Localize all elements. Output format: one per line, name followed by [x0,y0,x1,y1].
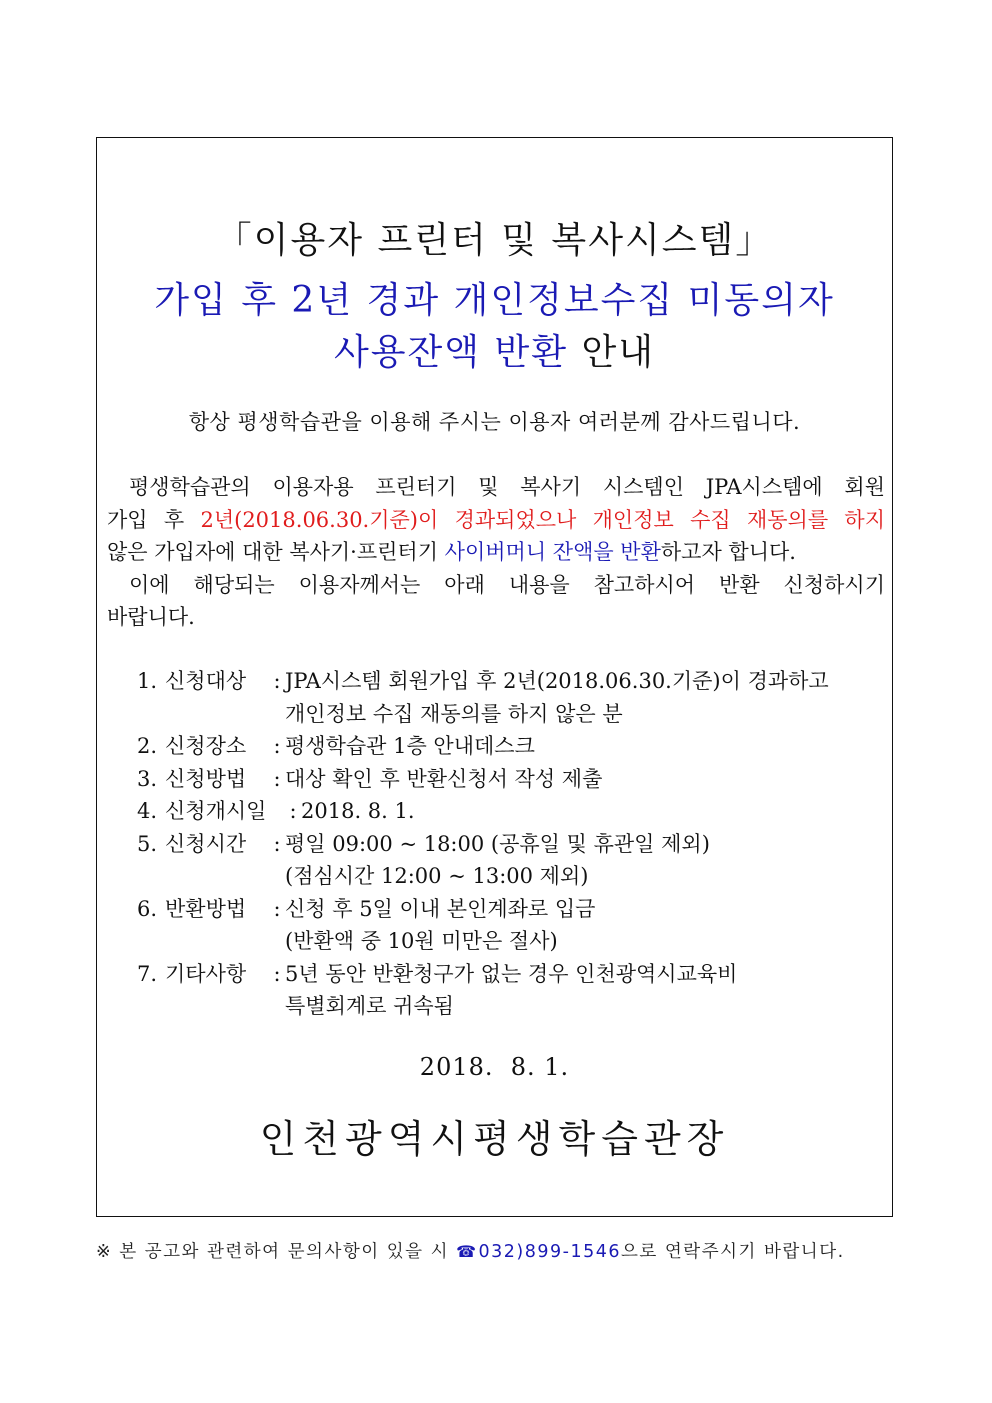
footer-note [96,1238,896,1263]
highlight-blue: 사이버머니 잔액을 반환 [444,540,661,564]
requirement-item [137,958,857,1023]
item-values [285,665,829,730]
item-value: 신청 후 5일 이내 본인계좌로 입금 [285,896,596,921]
requirement-item [137,763,857,796]
item-number: 1. [137,669,158,693]
item-separator: : [273,896,281,921]
title-line-1: 「이용자 프린터 및 복사시스템」 [215,220,774,261]
item-values [285,893,595,958]
item-number: 3. [137,766,158,791]
item-value: (반환액 중 10원 미만은 절사) [285,929,558,953]
text-segment: 않은 가입자에 대한 복사기·프린터기 [107,540,445,564]
item-number: 2. [137,734,158,758]
requirement-item [137,795,857,828]
requirements-list [137,665,857,1023]
item-separator: : [273,961,281,986]
item-separator: : [289,799,297,823]
paragraph-2-line-2: 바랍니다. [107,605,195,629]
phone-number: 032)899-1546 [478,1242,622,1262]
footer-suffix: 으로 연락주시기 바랍니다. [621,1242,845,1262]
item-value: 평일 09:00 ~ 18:00 (공휴일 및 휴관일 제외) [285,831,710,856]
item-number: 6. [137,896,158,921]
requirement-item [137,828,857,893]
telephone-icon: ☎ [456,1242,478,1261]
item-number: 5. [137,831,158,856]
item-label: 신청대상 [165,669,247,693]
item-separator: : [273,831,281,856]
requirement-item [137,893,857,958]
notice-box [96,137,893,1217]
item-label: 신청시간 [165,831,247,856]
item-value: 2018. 8. 1. [301,799,415,823]
item-number: 4. [137,799,158,823]
item-separator: : [273,734,281,758]
title-line-3-suffix: 안내 [568,332,656,373]
paragraph-1 [107,471,885,569]
contact-phone [456,1242,621,1262]
item-label: 신청개시일 [165,799,267,823]
item-value: 5년 동안 반환청구가 없는 경우 인천광역시교육비 [285,961,738,986]
item-values [285,730,535,763]
text-segment: 가입 후 [107,507,201,532]
title-line-2: 가입 후 2년 경과 개인정보수집 미동의자 [154,280,835,321]
item-value: 특별회계로 귀속됨 [285,994,454,1018]
item-value: JPA시스템 회원가입 후 2년(2018.06.30.기준)이 경과하고 [285,669,829,693]
item-number: 7. [137,961,158,986]
text-segment: 하고자 합니다. [660,540,796,564]
item-label: 신청장소 [165,734,247,758]
paragraph-2-line-1: 이에 해당되는 이용자께서는 아래 내용을 참고하시어 반환 신청하시기 [129,572,885,597]
item-label: 기타사항 [165,961,247,986]
notice-date: 2018. 8. 1. [419,1053,570,1081]
requirement-item [137,730,857,763]
requirement-item [137,665,857,730]
issuer-signature: 인천광역시평생학습관장 [259,1117,730,1161]
paragraph-1-line-2 [107,504,885,537]
greeting: 항상 평생학습관을 이용해 주시는 이용자 여러분께 감사드립니다. [188,410,801,434]
paragraph-2 [107,569,885,634]
title-line-3 [97,332,892,373]
item-separator: : [273,669,281,693]
item-value: 평생학습관 1층 안내데스크 [285,734,535,758]
paragraph-1-line-1: 평생학습관의 이용자용 프린터기 및 복사기 시스템인 JPA시스템에 회원 [129,475,885,499]
highlight-red: 2년(2018.06.30.기준)이 경과되었으나 개인정보 수집 재동의를 하지 [200,507,885,532]
item-separator: : [273,766,281,791]
title-line-3-highlight: 사용잔액 반환 [333,332,569,373]
item-values [285,828,710,893]
item-label: 신청방법 [165,766,247,791]
item-values [285,763,602,796]
item-value: 대상 확인 후 반환신청서 작성 제출 [285,766,603,791]
paragraph-1-line-3 [107,536,885,569]
item-value: 개인정보 수집 재동의를 하지 않은 분 [285,701,623,726]
footer-prefix: ※ 본 공고와 관련하여 문의사항이 있을 시 [96,1242,457,1262]
item-values [301,795,415,828]
item-values [285,958,737,1023]
item-value: (점심시간 12:00 ~ 13:00 제외) [285,864,589,888]
body-text [107,471,885,634]
item-label: 반환방법 [165,896,247,921]
